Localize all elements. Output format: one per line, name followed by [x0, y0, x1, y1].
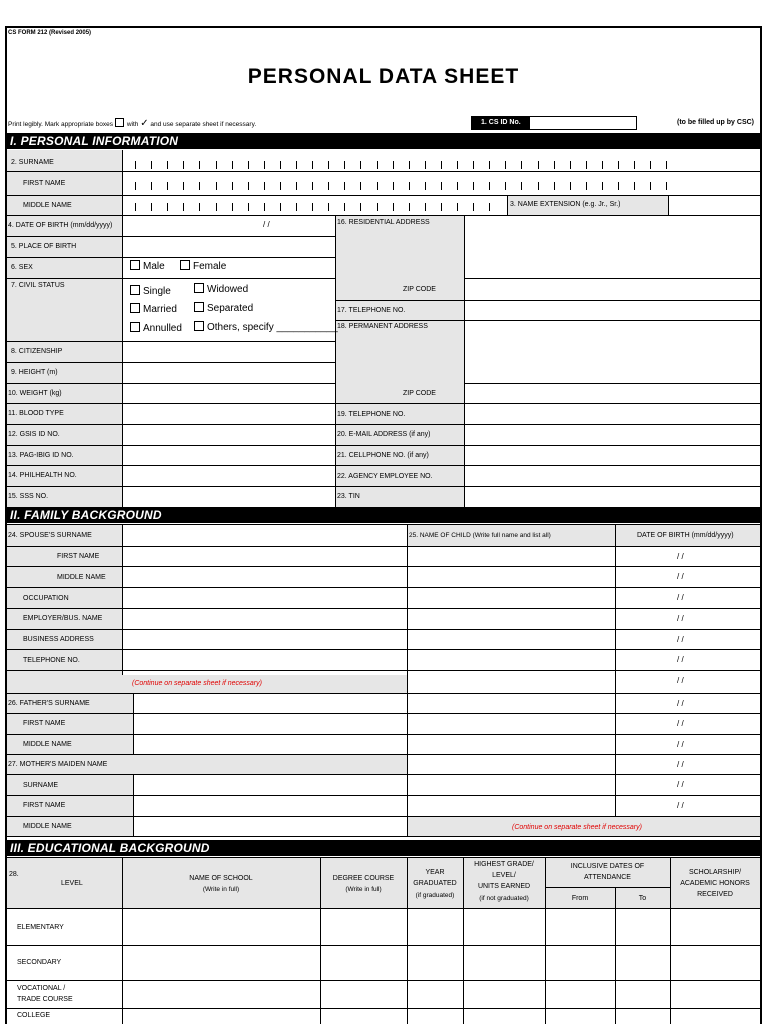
character-box-divider: [280, 203, 281, 211]
character-box-divider: [199, 182, 200, 190]
checkmark-icon: ✓: [140, 118, 149, 129]
character-box-divider: [312, 203, 313, 211]
label-spouse-surname: 24. SPOUSE'S SURNAME: [8, 532, 92, 539]
label-civil-status: 7. CIVIL STATUS: [11, 282, 65, 289]
character-box-divider: [328, 203, 329, 211]
character-box-divider: [135, 182, 136, 190]
character-box-divider: [248, 161, 249, 169]
label-height: 9. HEIGHT (m): [11, 369, 58, 376]
label-employer: EMPLOYER/BUS. NAME: [23, 615, 103, 622]
edu-col-school-sub: (Write in full): [202, 886, 240, 893]
checkbox-icon[interactable]: [130, 260, 140, 270]
character-box-divider: [409, 182, 410, 190]
label-weight: 10. WEIGHT (kg): [8, 390, 62, 397]
label-mother-maiden-name: 27. MOTHER'S MAIDEN NAME: [8, 761, 108, 768]
civil-status-widowed[interactable]: Widowed: [194, 283, 248, 296]
form-code: CS FORM 212 (Revised 2005): [8, 30, 92, 36]
label-sex: 6. SEX: [11, 264, 33, 271]
edu-col-level: LEVEL: [61, 880, 83, 887]
character-box-divider: [328, 161, 329, 169]
character-box-divider: [618, 182, 619, 190]
dob-slashes: / /: [263, 220, 270, 229]
edu-col-scholarship-1: SCHOLARSHIP/: [688, 869, 742, 876]
child-dob-slashes: / /: [677, 760, 684, 769]
checkbox-icon[interactable]: [130, 285, 140, 295]
character-box-divider: [264, 203, 265, 211]
character-box-divider: [232, 182, 233, 190]
edu-col-highest-4: (if not graduated): [479, 895, 529, 902]
character-box-divider: [280, 161, 281, 169]
character-box-divider: [473, 182, 474, 190]
table-row-divider: [7, 587, 760, 588]
label-sss: 15. SSS NO.: [8, 493, 49, 500]
edu-col-year-2: GRADUATED: [413, 880, 457, 887]
edu-col-dates-2: ATTENDANCE: [584, 874, 631, 881]
character-box-divider: [232, 203, 233, 211]
table-row-divider: [7, 816, 760, 817]
cs-id-field[interactable]: [529, 116, 637, 130]
child-dob-slashes: / /: [677, 635, 684, 644]
cs-id-label: 1. CS ID No.: [481, 119, 521, 126]
character-box-divider: [409, 161, 410, 169]
edu-col-highest-1: HIGHEST GRADE/: [474, 861, 534, 868]
label-business-address: BUSINESS ADDRESS: [23, 636, 94, 643]
label-telephone-19: 19. TELEPHONE NO.: [337, 411, 406, 418]
middle-name-character-boxes[interactable]: [135, 203, 505, 211]
label-first-name: FIRST NAME: [23, 180, 66, 187]
character-box-divider: [409, 203, 410, 211]
character-box-divider: [328, 182, 329, 190]
character-box-divider: [248, 182, 249, 190]
character-box-divider: [393, 182, 394, 190]
children-name-header: 25. NAME OF CHILD (Write full name and list all): [409, 532, 551, 539]
surname-character-boxes[interactable]: [135, 161, 675, 169]
section1-address-label-bg: [335, 216, 464, 507]
edu-col-year-3: (if graduated): [415, 892, 455, 899]
label-pagibig: 13. PAG-IBIG ID NO.: [8, 452, 74, 459]
continue-note-right: (Continue on separate sheet if necessary): [512, 824, 642, 831]
label-zip-code-residential: ZIP CODE: [403, 286, 436, 293]
edu-col-to: To: [638, 895, 647, 902]
table-row-divider: [7, 754, 760, 755]
label-tin: 23. TIN: [337, 493, 360, 500]
character-box-divider: [489, 182, 490, 190]
label-spouse-middle-name: MIDDLE NAME: [57, 574, 106, 581]
civil-status-others[interactable]: Others, specify ___________: [194, 321, 338, 334]
character-box-divider: [393, 161, 394, 169]
label-permanent-address: 18. PERMANENT ADDRESS: [337, 323, 428, 330]
child-dob-slashes: / /: [677, 780, 684, 789]
table-row-divider: [7, 836, 760, 837]
label-philhealth: 14. PHILHEALTH NO.: [8, 472, 77, 479]
character-box-divider: [586, 182, 587, 190]
character-box-divider: [666, 161, 667, 169]
edu-level-vocational: VOCATIONAL /: [17, 985, 66, 992]
character-box-divider: [457, 182, 458, 190]
character-box-divider: [360, 203, 361, 211]
character-box-divider: [312, 182, 313, 190]
character-box-divider: [554, 161, 555, 169]
child-dob-slashes: / /: [677, 740, 684, 749]
civil-status-annulled[interactable]: Annulled: [130, 322, 182, 335]
table-row-divider: [7, 670, 760, 671]
character-box-divider: [296, 203, 297, 211]
character-box-divider: [634, 161, 635, 169]
character-box-divider: [216, 182, 217, 190]
section-personal-information-header: I. PERSONAL INFORMATION: [7, 133, 760, 149]
character-box-divider: [425, 203, 426, 211]
edu-col-school: NAME OF SCHOOL: [189, 875, 253, 882]
child-dob-slashes: / /: [677, 552, 684, 561]
character-box-divider: [441, 161, 442, 169]
character-box-divider: [151, 182, 152, 190]
character-box-divider: [377, 203, 378, 211]
checkbox-sample-icon: [115, 118, 124, 127]
checkbox-icon[interactable]: [194, 302, 204, 312]
checkbox-icon[interactable]: [130, 322, 140, 332]
table-row-divider: [7, 795, 760, 796]
child-dob-slashes: / /: [677, 699, 684, 708]
section-educational-background-header: III. EDUCATIONAL BACKGROUND: [7, 840, 760, 856]
child-dob-slashes: / /: [677, 719, 684, 728]
civil-status-separated[interactable]: Separated: [194, 302, 253, 315]
label-spouse-first-name: FIRST NAME: [57, 553, 100, 560]
edu-col-highest-3: UNITS EARNED: [477, 883, 531, 890]
label-citizenship: 8. CITIZENSHIP: [11, 348, 63, 355]
character-box-divider: [538, 161, 539, 169]
continue-note-left: (Continue on separate sheet if necessary): [132, 680, 262, 687]
first-name-character-boxes[interactable]: [135, 182, 675, 190]
personal-data-sheet-form: [5, 26, 762, 1024]
edu-col-year-1: YEAR: [425, 869, 445, 876]
character-box-divider: [296, 161, 297, 169]
character-box-divider: [554, 182, 555, 190]
character-box-divider: [602, 182, 603, 190]
edu-level-college: COLLEGE: [17, 1012, 51, 1019]
character-box-divider: [151, 203, 152, 211]
label-email: 20. E-MAIL ADDRESS (if any): [337, 431, 431, 438]
table-row-divider: [7, 693, 760, 694]
character-box-divider: [264, 182, 265, 190]
table-row-divider: [7, 608, 760, 609]
character-box-divider: [521, 161, 522, 169]
section-family-background-header: II. FAMILY BACKGROUND: [7, 507, 760, 523]
character-box-divider: [650, 161, 651, 169]
label-surname: 2. SURNAME: [11, 159, 54, 166]
checkbox-icon[interactable]: [130, 303, 140, 313]
edu-col-scholarship-2: ACADEMIC HONORS: [680, 880, 750, 887]
table-row-divider: [7, 566, 760, 567]
character-box-divider: [312, 161, 313, 169]
edu-col-highest-2: LEVEL/: [492, 872, 516, 879]
character-box-divider: [216, 161, 217, 169]
character-box-divider: [183, 203, 184, 211]
edu-level-elementary: ELEMENTARY: [17, 924, 64, 931]
table-row-divider: [7, 649, 760, 650]
table-row-divider: [7, 546, 760, 547]
instructions: Print legibly. Mark appropriate boxes with ✓ and use separate sheet if necessary.: [8, 118, 257, 129]
character-box-divider: [505, 161, 506, 169]
character-box-divider: [441, 203, 442, 211]
label-father-middle-name: MIDDLE NAME: [23, 741, 72, 748]
edu-col-number: 28.: [9, 871, 19, 878]
character-box-divider: [425, 182, 426, 190]
child-dob-slashes: / /: [677, 676, 684, 685]
table-row-divider: [7, 629, 760, 630]
character-box-divider: [377, 161, 378, 169]
sex-male-option[interactable]: Male: [130, 260, 165, 273]
label-zip-code-permanent: ZIP CODE: [403, 390, 436, 397]
character-box-divider: [473, 161, 474, 169]
form-title: PERSONAL DATA SHEET: [247, 65, 520, 88]
character-box-divider: [167, 161, 168, 169]
character-box-divider: [538, 182, 539, 190]
character-box-divider: [489, 161, 490, 169]
label-mother-surname: SURNAME: [23, 782, 59, 789]
label-telephone-17: 17. TELEPHONE NO.: [337, 307, 406, 314]
cs-id-note: (to be filled up by CSC): [677, 119, 754, 126]
character-box-divider: [650, 182, 651, 190]
character-box-divider: [135, 203, 136, 211]
character-box-divider: [167, 182, 168, 190]
character-box-divider: [521, 182, 522, 190]
character-box-divider: [457, 203, 458, 211]
character-box-divider: [570, 161, 571, 169]
table-row-divider: [7, 774, 760, 775]
edu-col-degree: DEGREE COURSE: [332, 875, 395, 882]
child-dob-slashes: / /: [677, 801, 684, 810]
character-box-divider: [360, 161, 361, 169]
child-dob-slashes: / /: [677, 572, 684, 581]
character-box-divider: [489, 203, 490, 211]
label-blood-type: 11. BLOOD TYPE: [8, 410, 64, 417]
character-box-divider: [505, 182, 506, 190]
table-row-divider: [7, 713, 760, 714]
character-box-divider: [199, 161, 200, 169]
edu-col-from: From: [571, 895, 589, 902]
character-box-divider: [135, 161, 136, 169]
character-box-divider: [473, 203, 474, 211]
sex-female-option[interactable]: Female: [180, 260, 226, 273]
character-box-divider: [167, 203, 168, 211]
character-box-divider: [441, 182, 442, 190]
civil-status-married[interactable]: Married: [130, 303, 177, 316]
character-box-divider: [296, 182, 297, 190]
label-middle-name: MIDDLE NAME: [23, 202, 72, 209]
character-box-divider: [344, 161, 345, 169]
checkbox-icon[interactable]: [194, 321, 204, 331]
edu-level-trade-course: TRADE COURSE: [17, 996, 73, 1003]
edu-level-secondary: SECONDARY: [17, 959, 62, 966]
label-place-of-birth: 5. PLACE OF BIRTH: [11, 243, 77, 250]
children-dob-header: DATE OF BIRTH (mm/dd/yyyy): [637, 532, 734, 539]
table-row-divider: [7, 524, 760, 525]
label-residential-address: 16. RESIDENTIAL ADDRESS: [337, 219, 430, 226]
character-box-divider: [264, 161, 265, 169]
character-box-divider: [618, 161, 619, 169]
character-box-divider: [457, 161, 458, 169]
checkbox-icon[interactable]: [194, 283, 204, 293]
child-dob-slashes: / /: [677, 614, 684, 623]
character-box-divider: [280, 182, 281, 190]
character-box-divider: [425, 161, 426, 169]
character-box-divider: [586, 161, 587, 169]
label-father-surname: 26. FATHER'S SURNAME: [8, 700, 90, 707]
label-mother-middle-name: MIDDLE NAME: [23, 823, 72, 830]
label-father-first-name: FIRST NAME: [23, 720, 66, 727]
character-box-divider: [183, 182, 184, 190]
edu-col-scholarship-3: RECEIVED: [697, 891, 733, 898]
label-name-extension: 3. NAME EXTENSION (e.g. Jr., Sr.): [510, 201, 621, 208]
character-box-divider: [199, 203, 200, 211]
label-agency-employee-no: 22. AGENCY EMPLOYEE NO.: [337, 473, 433, 480]
civil-status-single[interactable]: Single: [130, 285, 171, 298]
character-box-divider: [232, 161, 233, 169]
edu-col-dates-1: INCLUSIVE DATES OF: [570, 863, 645, 870]
edu-col-degree-sub: (Write in full): [345, 886, 382, 893]
label-gsis: 12. GSIS ID NO.: [8, 431, 60, 438]
label-cellphone: 21. CELLPHONE NO. (if any): [337, 452, 429, 459]
label-occupation: OCCUPATION: [23, 595, 69, 602]
checkbox-icon[interactable]: [180, 260, 190, 270]
label-telephone: TELEPHONE NO.: [23, 657, 80, 664]
character-box-divider: [393, 203, 394, 211]
character-box-divider: [570, 182, 571, 190]
label-date-of-birth: 4. DATE OF BIRTH (mm/dd/yyyy): [8, 222, 113, 229]
character-box-divider: [344, 182, 345, 190]
character-box-divider: [602, 161, 603, 169]
character-box-divider: [344, 203, 345, 211]
character-box-divider: [634, 182, 635, 190]
table-row-divider: [7, 734, 760, 735]
character-box-divider: [216, 203, 217, 211]
character-box-divider: [666, 182, 667, 190]
character-box-divider: [248, 203, 249, 211]
character-box-divider: [183, 161, 184, 169]
label-mother-first-name: FIRST NAME: [23, 802, 66, 809]
character-box-divider: [360, 182, 361, 190]
character-box-divider: [151, 161, 152, 169]
character-box-divider: [377, 182, 378, 190]
child-dob-slashes: / /: [677, 593, 684, 602]
child-dob-slashes: / /: [677, 655, 684, 664]
